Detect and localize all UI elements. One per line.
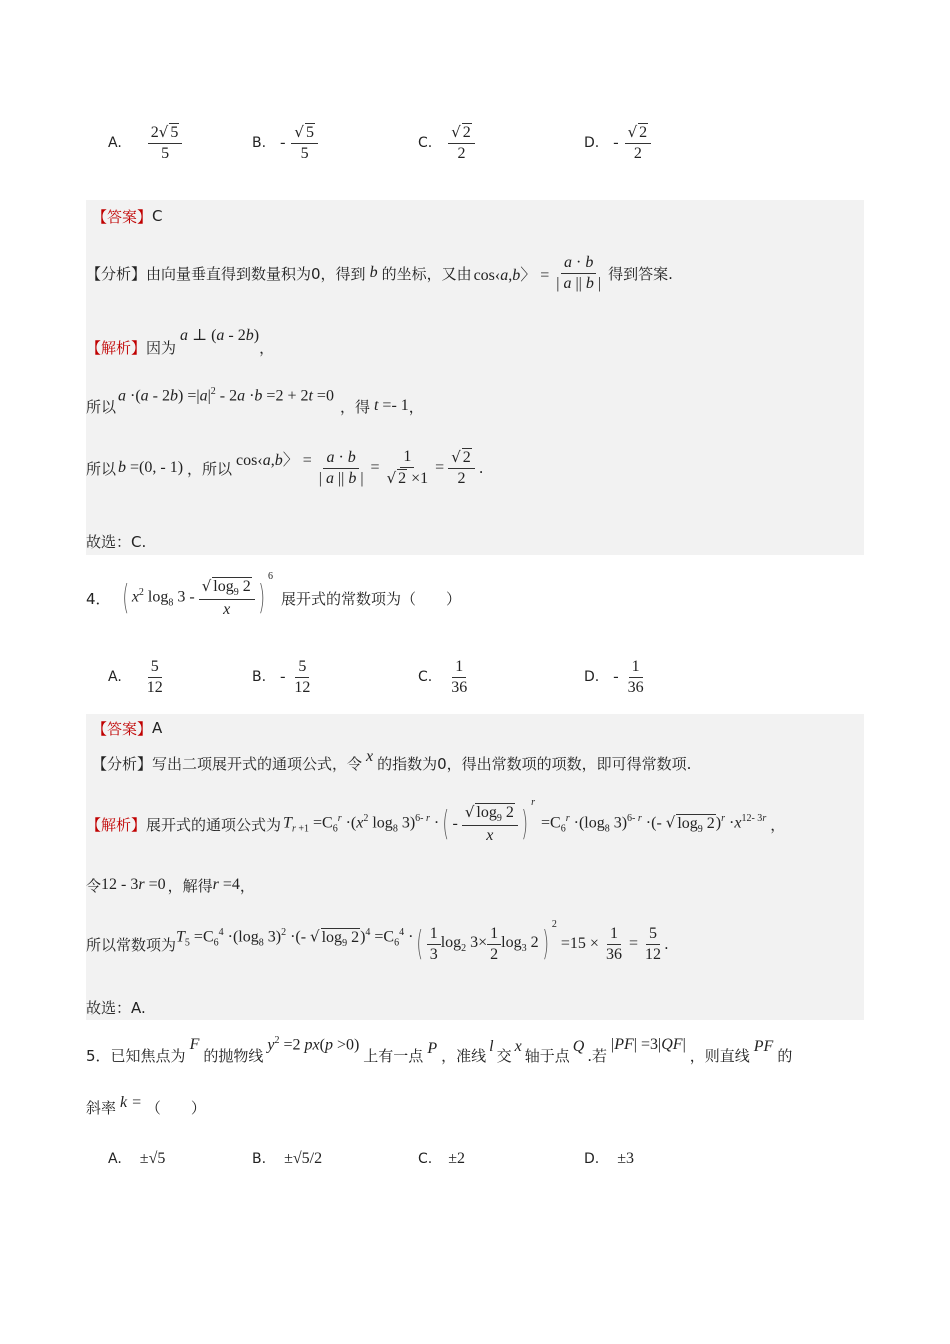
minus-sign: - bbox=[613, 134, 619, 151]
jiexi-text: 所以 bbox=[86, 459, 117, 478]
cos-formula: cos‹a,b〉 = bbox=[473, 266, 550, 284]
formula: $T_5 =C_6^4 \cdot(\log_8$ 3)$^2$ ·(- √ $\log_9 2)^4 =C_6^4$ · bbox=[176, 927, 414, 949]
fraction: $\frac{1}{36}$ bbox=[451, 657, 468, 696]
analysis-text: 由向量垂直得到数量积为0，得到 bbox=[146, 264, 366, 283]
analysis-text: 的坐标，又由 bbox=[381, 264, 472, 283]
cos-formula: cos‹a,b〉 = bbox=[236, 451, 312, 469]
question-text: 展开式的常数项为（ ） bbox=[280, 589, 461, 608]
jiexi-text: ，所以 bbox=[187, 459, 233, 478]
analysis-text: 得到答案. bbox=[608, 264, 673, 283]
formula: b =(0, - 1) bbox=[118, 459, 184, 476]
q4-answer-line bbox=[92, 716, 162, 740]
option-label: A. bbox=[108, 669, 122, 685]
q5-stem-line1: 5． 已知焦点为 F 的抛物线 $y^2 =2$ px(p >0) 上有一点 P ，准线 l 交 x 轴于点 Q .若 |PF| =3|QF| ，则直线 PF 的 bbox=[86, 1035, 793, 1065]
answer-tag: 【答案】 bbox=[92, 207, 153, 226]
option-label: D. bbox=[584, 669, 600, 685]
q4-jiexi-line2: 令 12 - 3r =0 ，解得 r =4 ， bbox=[86, 876, 255, 895]
fraction: $\frac{√ \log_9 2}{x}$ bbox=[462, 803, 518, 845]
option-value: ±√5/2 bbox=[284, 1150, 323, 1167]
q3-jiexi-line1: 【解析】 因为 a ⊥ (a - 2b) ， bbox=[86, 327, 275, 357]
answer-tag: 【答案】 bbox=[92, 719, 153, 738]
q5-option-a[interactable] bbox=[108, 1134, 165, 1184]
analysis-text: 写出二项展开式的通项公式，令 bbox=[152, 754, 363, 773]
fraction: $\frac{√ 5}{5}$ bbox=[291, 123, 318, 162]
jiexi-text: 展开式的通项公式为 bbox=[146, 815, 282, 834]
fraction: $\frac{1}{36}$ bbox=[627, 657, 644, 696]
fraction: $\frac{5}{12}$ bbox=[644, 924, 661, 963]
q3-option-a[interactable] bbox=[108, 118, 182, 168]
option-value: ±2 bbox=[448, 1150, 466, 1167]
formula: $x^2$ $\log_8 3$ - bbox=[131, 587, 195, 609]
option-label: C. bbox=[418, 669, 433, 685]
var-x: x bbox=[366, 748, 374, 765]
formula: r =4 bbox=[212, 876, 240, 893]
q4-option-b[interactable] bbox=[252, 652, 313, 702]
q5-option-d[interactable] bbox=[584, 1134, 634, 1184]
option-label: C. bbox=[418, 1151, 433, 1167]
jiexi-text: 所以 bbox=[86, 397, 117, 416]
jiexi-text: 所以常数项为 bbox=[86, 935, 177, 954]
jiexi-text: ，解得 bbox=[167, 876, 213, 895]
option-value: ±√5 bbox=[139, 1150, 166, 1167]
fraction: $\frac{√ \log_9 2}{x}$ bbox=[199, 577, 255, 619]
formula: $=C_6^r \cdot(\log_8$ 3)$^{6- r}$ ·(- √ $\log_9 2)^r \cdot x^{12- 3r}$ bbox=[541, 813, 767, 835]
q4-analysis-line bbox=[92, 750, 691, 776]
fraction: $\frac{1}{3}$ bbox=[427, 925, 441, 963]
jiexi-tag: 【解析】 bbox=[86, 338, 147, 357]
var-b: b bbox=[369, 264, 378, 281]
formula: a ⊥ (a - 2b) bbox=[180, 327, 260, 344]
option-label: D. bbox=[584, 1151, 600, 1167]
jiexi-text: 因为 bbox=[146, 338, 177, 357]
q4-option-c[interactable] bbox=[418, 652, 470, 702]
q4-stem: 4． ( $x^2$ $\log_8 3$ - $\frac{√ \log_9 2}{x}$ ) 6 展开式的常数项为（ ） bbox=[86, 570, 461, 619]
q5-options bbox=[108, 1134, 868, 1184]
formula: t =- 1 bbox=[373, 397, 409, 414]
option-label: D. bbox=[584, 135, 600, 151]
q3-solution-box bbox=[86, 200, 864, 555]
analysis-tag: 【分析】 bbox=[92, 754, 153, 773]
q4-option-d[interactable] bbox=[584, 652, 647, 702]
question-number: 4． bbox=[86, 589, 111, 608]
fraction: $\frac{5}{12}$ bbox=[294, 657, 311, 696]
option-label: A. bbox=[108, 1151, 122, 1167]
question-number: 5． bbox=[86, 1046, 111, 1065]
q3-option-b[interactable] bbox=[252, 118, 318, 168]
formula: $a \cdot(a - 2b) =|a|^2 - 2a \cdot b =2 + 2t =0$ bbox=[118, 386, 334, 405]
q4-solution-box bbox=[86, 714, 864, 1020]
formula: $T_{r +1} =C_6^r \cdot(x^2$ $\log_8 3)^{6- r}$ · bbox=[283, 813, 440, 835]
q5-option-c[interactable] bbox=[418, 1134, 465, 1184]
fraction: $\frac{√ 2}{2}$ bbox=[625, 123, 652, 162]
formula: $y^2 =2$ px(p >0) bbox=[267, 1035, 360, 1054]
q3-option-d[interactable] bbox=[584, 118, 651, 168]
option-label: B. bbox=[252, 1151, 267, 1167]
formula: 12 - 3r =0 bbox=[101, 876, 166, 893]
q4-jiexi-line1: 【解析】 展开式的通项公式为 $T_{r +1} =C_6^r \cdot(x^2$ $\log_8 3)^{6- r}$ · ( - $\frac{√ \log_9 2}{x}$ ) r $=C_6^r \cdot(\log_8$ 3)$^{6- r}$ ·(- √ $\log_9 2)^r \cdot x^{12- 3r}$ ， bbox=[86, 796, 786, 845]
fraction: $\frac{a \cdot b}{| a || b |}$ bbox=[556, 253, 602, 292]
q3-answer-line bbox=[92, 204, 163, 228]
fraction: $\frac{1}{36}$ bbox=[605, 924, 622, 963]
minus-sign: - bbox=[280, 668, 286, 685]
jiexi-text: ，得 bbox=[339, 397, 370, 416]
q3-jiexi-line3: 所以 b =(0, - 1) ，所以 cos‹a,b〉 = $\frac{a \cdot b}{| a || b |}$ = $\frac{1}{√ 2 \times 1}$ = $\frac{√ 2}{2}$ . bbox=[86, 448, 484, 487]
q5-option-b[interactable] bbox=[252, 1134, 322, 1184]
q3-jiexi-line2: 所以 $a \cdot(a - 2b) =|a|^2 - 2a \cdot b =2 + 2t =0$ ，得 t =- 1 ， bbox=[86, 386, 424, 416]
formula: |PF| =3|QF| bbox=[611, 1036, 686, 1053]
analysis-text: 的指数为0，得出常数项的项数，即可得常数项. bbox=[377, 754, 692, 773]
option-value: ±3 bbox=[617, 1150, 635, 1167]
q5-stem-line2: 斜率 k = （ ） bbox=[86, 1094, 206, 1117]
minus-sign: - bbox=[613, 668, 619, 685]
jiexi-tag: 【解析】 bbox=[86, 815, 147, 834]
fraction: $\frac{1}{√ 2 \times 1}$ bbox=[386, 448, 429, 487]
q4-jiexi-line3: 所以常数项为 $T_5 =C_6^4 \cdot(\log_8$ 3)$^2$ ·(- √ $\log_9 2)^4 =C_6^4$ · ( $\frac{1}{3}$ $\log_2 3\times$ $\frac{1}{2}$ $\log_3 2$ ) 2 =15 × $\frac{1}{36}$ = $\frac{5}{12}$ . bbox=[86, 918, 669, 964]
jiexi-text: 令 bbox=[86, 876, 102, 895]
fraction: $\frac{5}{12}$ bbox=[146, 657, 163, 696]
fraction: $\frac{a \cdot b}{| a || b |}$ bbox=[318, 448, 364, 487]
option-label: B. bbox=[252, 669, 267, 685]
option-label: A. bbox=[108, 135, 122, 151]
q4-options bbox=[108, 652, 868, 702]
fraction: $\frac{√ 2}{2}$ bbox=[448, 448, 475, 487]
fraction: $\frac{2√ 5}{5}$ bbox=[148, 123, 183, 162]
q3-analysis-line bbox=[86, 238, 673, 308]
minus-sign: - bbox=[280, 134, 286, 151]
analysis-tag: 【分析】 bbox=[86, 264, 147, 283]
fraction: $\frac{1}{2}$ bbox=[487, 925, 501, 963]
option-label: C. bbox=[418, 135, 433, 151]
answer-value: A bbox=[152, 719, 163, 737]
q3-conclusion: 故选：C. bbox=[86, 532, 147, 551]
q3-option-c[interactable] bbox=[418, 118, 475, 168]
option-label: B. bbox=[252, 135, 267, 151]
q4-option-a[interactable] bbox=[108, 652, 166, 702]
q3-options bbox=[108, 118, 868, 168]
fraction: $\frac{√ 2}{2}$ bbox=[448, 123, 475, 162]
answer-value: C bbox=[152, 207, 163, 225]
q4-conclusion: 故选：A. bbox=[86, 998, 146, 1017]
